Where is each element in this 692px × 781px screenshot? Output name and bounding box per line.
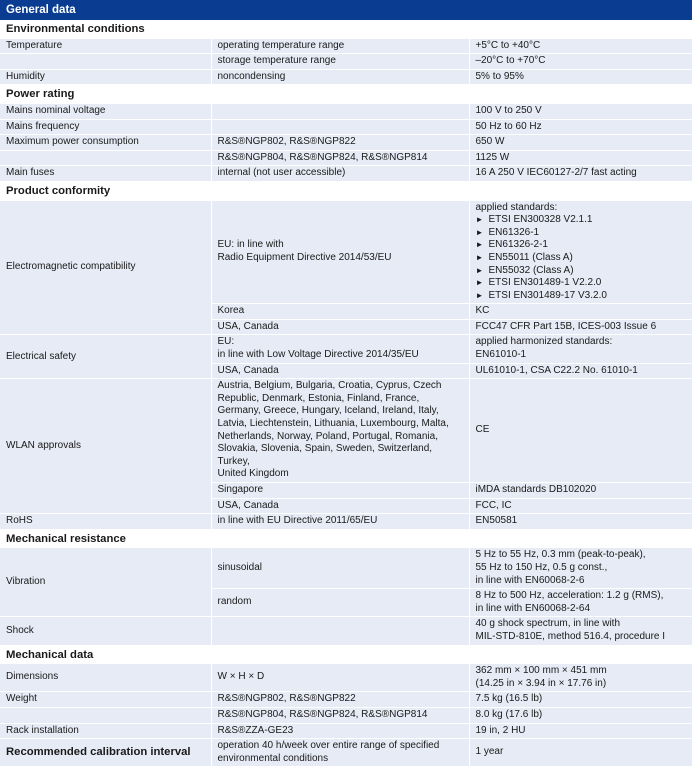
list-item: ► ETSI EN300328 V2.1.1	[475, 214, 593, 226]
row-label	[0, 54, 211, 70]
table-row-calibration	[0, 739, 692, 767]
text-line: United Kingdom	[217, 468, 289, 480]
row-value	[469, 664, 692, 692]
list-item: ► EN61326-2-1	[475, 239, 548, 251]
row-value: EN50581	[469, 514, 692, 530]
list-item: ► ETSI EN301489-17 V3.2.0	[475, 289, 607, 301]
text-line: Slovakia, Slovenia, Spain, Sweden, Switzerland, Turkey,	[217, 443, 433, 467]
row-value: 1125 W	[469, 150, 692, 166]
row-condition	[211, 335, 469, 363]
section-heading-power: Power rating	[0, 85, 692, 104]
table-row	[0, 707, 692, 723]
text-line: Republic, Denmark, Estonia, Finland, France,	[217, 392, 420, 404]
row-condition	[211, 379, 469, 483]
row-condition: internal (not user accessible)	[211, 166, 469, 182]
row-label	[0, 150, 211, 166]
table-row	[0, 617, 692, 645]
text-line: environmental conditions	[217, 752, 329, 764]
row-condition: USA, Canada	[211, 498, 469, 514]
section-heading-mechanical-resistance: Mechanical resistance	[0, 529, 692, 548]
row-condition: USA, Canada	[211, 363, 469, 379]
table-row	[0, 200, 692, 304]
bullet-arrow-icon: ►	[475, 290, 484, 300]
row-value: 50 Hz to 60 Hz	[469, 119, 692, 135]
row-value: 16 A 250 V IEC60127-2/7 fast acting	[469, 166, 692, 182]
row-condition: R&S®NGP802, R&S®NGP822	[211, 692, 469, 708]
table-row	[0, 723, 692, 739]
table-row	[0, 69, 692, 85]
text-line: EU:	[217, 336, 235, 348]
bullet-arrow-icon: ►	[475, 215, 484, 225]
row-label: Weight	[0, 692, 211, 708]
row-label: Electrical safety	[0, 335, 211, 379]
list-item: ► ETSI EN301489-1 V2.2.0	[475, 277, 602, 289]
row-label: Rack installation	[0, 723, 211, 739]
row-value	[469, 617, 692, 645]
list-item: ► EN61326-1	[475, 226, 540, 238]
table-row	[0, 379, 692, 483]
text-line: Austria, Belgium, Bulgaria, Croatia, Cyprus, Czech	[217, 380, 442, 392]
table-row	[0, 150, 692, 166]
text-line: in line with EN60068-2-64	[475, 602, 591, 614]
table-row	[0, 119, 692, 135]
text-line: 362 mm × 100 mm × 451 mm	[475, 665, 607, 677]
row-condition: USA, Canada	[211, 319, 469, 335]
row-label: Humidity	[0, 69, 211, 85]
row-condition: sinusoidal	[211, 548, 469, 589]
text-line: applied harmonized standards:	[475, 336, 613, 348]
row-condition	[211, 103, 469, 119]
row-value: –20°C to +70°C	[469, 54, 692, 70]
row-value: CE	[469, 379, 692, 483]
table-row	[0, 664, 692, 692]
section-heading-mechanical-data: Mechanical data	[0, 645, 692, 664]
text-line: in line with EN60068-2-6	[475, 574, 585, 586]
row-label: Main fuses	[0, 166, 211, 182]
text-line: 55 Hz to 150 Hz, 0.5 g const.,	[475, 561, 608, 573]
text-line: MIL-STD-810E, method 516.4, procedure I	[475, 630, 666, 642]
table-row	[0, 38, 692, 54]
row-label: Maximum power consumption	[0, 135, 211, 151]
section-heading-conformity: Product conformity	[0, 181, 692, 200]
row-value: UL61010-1, CSA C22.2 No. 61010-1	[469, 363, 692, 379]
table-row	[0, 166, 692, 182]
text-line: (14.25 in × 3.94 in × 17.76 in)	[475, 677, 607, 689]
bullet-arrow-icon: ►	[475, 240, 484, 250]
spec-table	[0, 20, 692, 767]
table-row	[0, 548, 692, 589]
standards-list	[476, 214, 687, 302]
text-line: Germany, Greece, Hungary, Iceland, Ireland, Italy,	[217, 405, 439, 417]
text-line: applied standards:	[475, 201, 558, 213]
table-row	[0, 135, 692, 151]
text-line: 5 Hz to 55 Hz, 0.3 mm (peak-to-peak),	[475, 549, 646, 561]
row-condition	[211, 739, 469, 767]
row-value: +5°C to +40°C	[469, 38, 692, 54]
row-condition: W × H × D	[211, 664, 469, 692]
row-condition: R&S®NGP802, R&S®NGP822	[211, 135, 469, 151]
row-label: RoHS	[0, 514, 211, 530]
row-label: Shock	[0, 617, 211, 645]
row-condition: random	[211, 589, 469, 617]
row-condition	[211, 119, 469, 135]
row-value: 5% to 95%	[469, 69, 692, 85]
list-item: ► EN55011 (Class A)	[475, 251, 573, 263]
row-value	[469, 548, 692, 589]
section-heading-environmental: Environmental conditions	[0, 20, 692, 38]
row-value: FCC, IC	[469, 498, 692, 514]
table-row	[0, 692, 692, 708]
row-value: FCC47 CFR Part 15B, ICES-003 Issue 6	[469, 319, 692, 335]
text-line: EU: in line with	[217, 239, 284, 251]
text-line: in line with Low Voltage Directive 2014/35/EU	[217, 349, 419, 361]
list-item: ► EN55032 (Class A)	[475, 264, 574, 276]
row-value	[469, 335, 692, 363]
row-value: 100 V to 250 V	[469, 103, 692, 119]
row-condition	[211, 617, 469, 645]
text-line: operation 40 h/week over entire range of specified	[217, 740, 440, 752]
text-line: Netherlands, Norway, Poland, Portugal, Romania,	[217, 430, 438, 442]
row-label: Mains nominal voltage	[0, 103, 211, 119]
page-title: General data	[0, 0, 692, 20]
table-row	[0, 514, 692, 530]
text-line: 40 g shock spectrum, in line with	[475, 618, 621, 630]
row-label: Mains frequency	[0, 119, 211, 135]
row-label: Temperature	[0, 38, 211, 54]
text-line: 8 Hz to 500 Hz, acceleration: 1.2 g (RMS),	[475, 590, 664, 602]
table-row	[0, 54, 692, 70]
row-condition: Korea	[211, 304, 469, 320]
row-condition: operating temperature range	[211, 38, 469, 54]
row-label	[0, 707, 211, 723]
row-label: Dimensions	[0, 664, 211, 692]
row-value: 19 in, 2 HU	[469, 723, 692, 739]
bullet-arrow-icon: ►	[475, 252, 484, 262]
text-line: Radio Equipment Directive 2014/53/EU	[217, 251, 392, 263]
row-value: 1 year	[469, 739, 692, 767]
row-label: Recommended calibration interval	[0, 739, 211, 767]
row-value: 650 W	[469, 135, 692, 151]
row-condition: R&S®NGP804, R&S®NGP824, R&S®NGP814	[211, 707, 469, 723]
row-condition: storage temperature range	[211, 54, 469, 70]
row-value	[469, 200, 692, 304]
row-value: 8.0 kg (17.6 lb)	[469, 707, 692, 723]
table-row	[0, 335, 692, 363]
row-condition: R&S®NGP804, R&S®NGP824, R&S®NGP814	[211, 150, 469, 166]
row-condition: R&S®ZZA-GE23	[211, 723, 469, 739]
bullet-arrow-icon: ►	[475, 278, 484, 288]
row-value: iMDA standards DB102020	[469, 483, 692, 499]
row-value: 7.5 kg (16.5 lb)	[469, 692, 692, 708]
text-line: EN61010-1	[475, 349, 527, 361]
bullet-arrow-icon: ►	[475, 227, 484, 237]
text-line: Latvia, Liechtenstein, Lithuania, Luxembourg, Malta,	[217, 418, 449, 430]
row-condition: noncondensing	[211, 69, 469, 85]
bullet-arrow-icon: ►	[475, 265, 484, 275]
row-condition: Singapore	[211, 483, 469, 499]
row-value	[469, 589, 692, 617]
row-condition	[211, 200, 469, 304]
row-label: Vibration	[0, 548, 211, 617]
row-value: KC	[469, 304, 692, 320]
row-condition: in line with EU Directive 2011/65/EU	[211, 514, 469, 530]
table-row	[0, 103, 692, 119]
row-label: Electromagnetic compatibility	[0, 200, 211, 335]
row-label: WLAN approvals	[0, 379, 211, 514]
